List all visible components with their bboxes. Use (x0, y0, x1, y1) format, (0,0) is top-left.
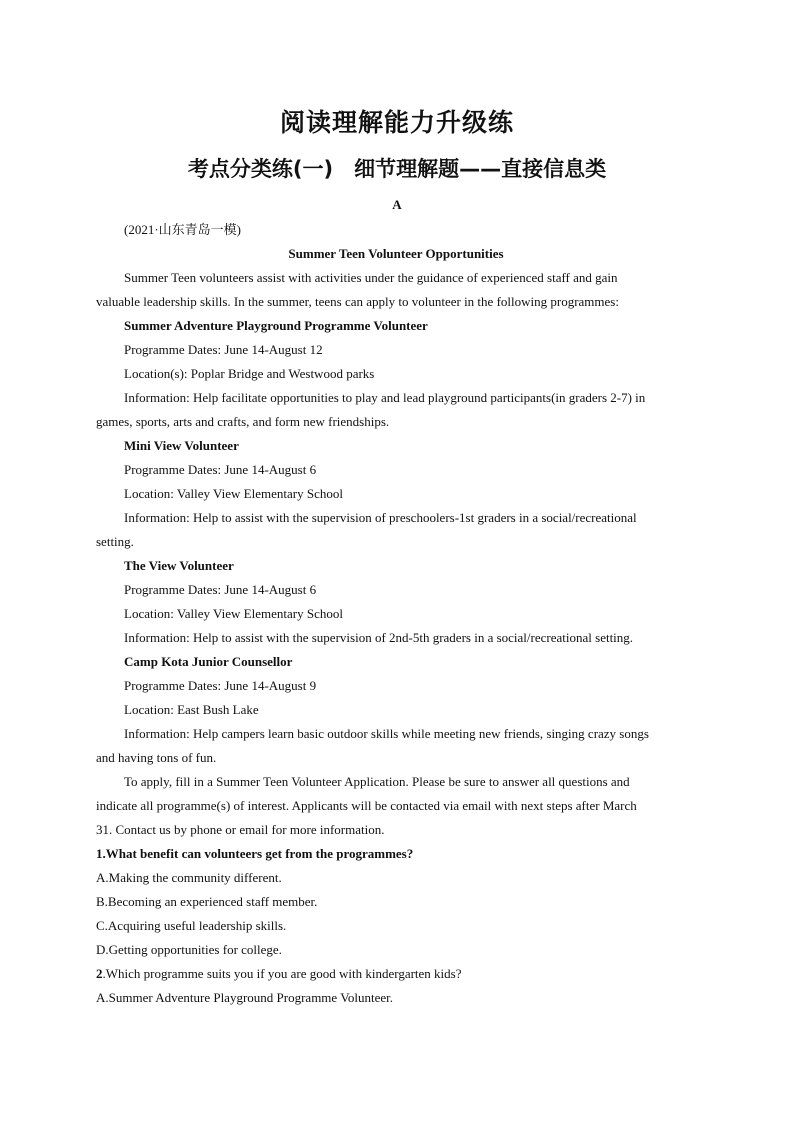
program-info: and having tons of fun. (96, 750, 217, 765)
program-name: The View Volunteer (124, 558, 234, 573)
program-info: Information: Help to assist with the supervision of 2nd-5th graders in a social/recreational setting. (124, 630, 634, 645)
program-info: setting. (96, 534, 134, 549)
program-location: Location: Valley View Elementary School (124, 486, 343, 501)
intro-line: Summer Teen volunteers assist with activities under the guidance of experienced staff and gain (124, 270, 618, 285)
apply-line: 31. Contact us by phone or email for more information. (96, 822, 385, 837)
passage-source: (2021·山东青岛一模) (124, 222, 241, 237)
apply-line: indicate all programme(s) of interest. Applicants will be contacted via email with next steps after March (96, 798, 637, 813)
question-text: .What benefit can volunteers get from the programmes? (102, 846, 414, 861)
program-dates: Programme Dates: June 14-August 6 (124, 582, 317, 597)
program-location: Location(s): Poplar Bridge and Westwood parks (124, 366, 375, 381)
program-info: Information: Help campers learn basic outdoor skills while meeting new friends, singing crazy songs (124, 726, 649, 741)
program-dates: Programme Dates: June 14-August 9 (124, 678, 317, 693)
answer-option: A.Making the community different. (96, 870, 282, 885)
program-name: Mini View Volunteer (124, 438, 239, 453)
answer-option: B.Becoming an experienced staff member. (96, 894, 318, 909)
program-dates: Programme Dates: June 14-August 12 (124, 342, 323, 357)
answer-option: D.Getting opportunities for college. (96, 942, 282, 957)
question (96, 842, 696, 866)
program-location: Location: East Bush Lake (124, 702, 259, 717)
question (96, 962, 696, 986)
question-number: 2 (96, 966, 103, 981)
program-info: games, sports, arts and crafts, and form new friendships. (96, 414, 390, 429)
section-letter: A (392, 197, 402, 212)
answer-option: A.Summer Adventure Playground Programme Volunteer. (96, 990, 394, 1005)
program-name: Camp Kota Junior Counsellor (124, 654, 293, 669)
passage-body (96, 218, 696, 1010)
program-info: Information: Help facilitate opportunities to play and lead playground participants(in graders 2-7) in (124, 390, 646, 405)
program-location: Location: Valley View Elementary School (124, 606, 343, 621)
program-name: Summer Adventure Playground Programme Volunteer (124, 318, 428, 333)
sub-title: 考点分类练(一) 细节理解题——直接信息类 (187, 157, 607, 181)
answer-option: C.Acquiring useful leadership skills. (96, 918, 287, 933)
program-info: Information: Help to assist with the supervision of preschoolers-1st graders in a social/recreational (124, 510, 637, 525)
intro-line: valuable leadership skills. In the summer, teens can apply to volunteer in the following programmes: (96, 294, 619, 309)
question-text: .Which programme suits you if you are good with kindergarten kids? (102, 966, 462, 981)
passage-title: Summer Teen Volunteer Opportunities (288, 246, 504, 261)
program-dates: Programme Dates: June 14-August 6 (124, 462, 317, 477)
main-title: 阅读理解能力升级练 (279, 108, 514, 137)
apply-line: To apply, fill in a Summer Teen Volunteer Application. Please be sure to answer all questions and (124, 774, 630, 789)
question-number: 1 (96, 846, 103, 861)
